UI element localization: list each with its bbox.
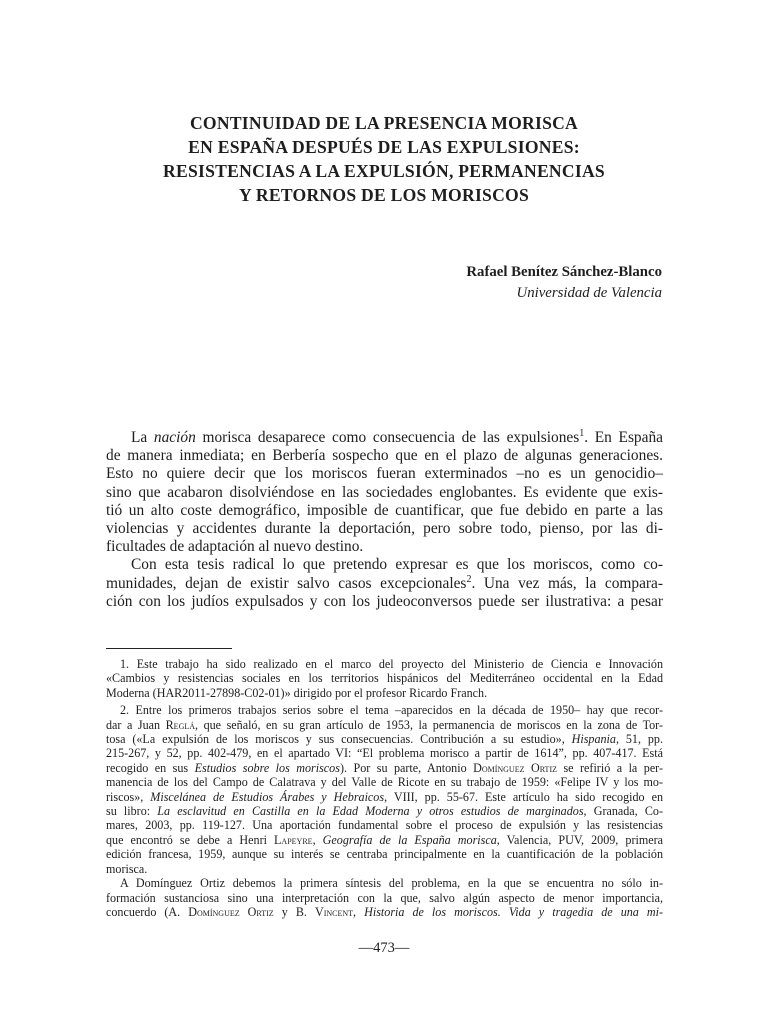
- footnote-line: manencia de los del Campo de Calatrava y del Valle de Ricote en su trabajo de 1959: «Felipe IV y los mo-: [106, 775, 663, 790]
- body-line: Esto no quiere decir que los moriscos fueran exterminados –no es un genocidio–: [106, 465, 663, 483]
- body-line: sino que acabaron disolviéndose en las sociedades englobantes. Es evidente que exis-: [106, 483, 663, 501]
- footnote-line: recogido en sus Estudios sobre los moriscos). Por su parte, Antonio Domínguez Ortiz se refirió a la per-: [106, 760, 663, 775]
- footnote-line: concuerdo (A. Domínguez Ortiz y B. Vincent, Historia de los moriscos. Vida y tragedia de una mi-: [106, 904, 663, 919]
- footnote-line: que encontró se debe a Henri Lapeyre, Geografía de la España morisca, Valencia, PUV, 2009, primera: [106, 832, 663, 847]
- title-line: RESISTENCIAS A LA EXPULSIÓN, PERMANENCIAS: [163, 161, 605, 181]
- author-name: Rafael Benítez Sánchez-Blanco: [466, 264, 662, 280]
- footnote-line: 2. Entre los primeros trabajos serios sobre el tema –aparecidos en la década de 1950– hay que recor-: [120, 703, 663, 718]
- footnote-ref: 1: [579, 429, 585, 439]
- footnote-line: «Cambios y resistencias sociales en los territorios hispánicos del Mediterráneo occidental en la Edad: [106, 671, 663, 686]
- body-line: munidades, dejan de existir salvo casos excepcionales$^2$. Una vez más, la compara-: [106, 574, 663, 592]
- footnote-line: 215-267, y 52, pp. 402-479, en el apartado VI: “El problema morisco a partir de 1614”, pp. 407-417. Está: [106, 746, 663, 761]
- footnote-line: riscos», Miscelánea de Estudios Árabes y Hebraicos, VIII, pp. 55-67. Este artículo ha sido recogido en: [106, 789, 663, 804]
- title-line: EN ESPAÑA DESPUÉS DE LAS EXPULSIONES:: [188, 137, 580, 157]
- footnote-line: edición francesa, 1959, aunque su interés se centraba principalmente en la cuantificación de la población: [106, 847, 663, 862]
- body-line: La nación morisca desaparece como consecuencia de las expulsiones$^1$. En España: [131, 429, 663, 446]
- footnote-line: su libro: La esclavitud en Castilla en la Edad Moderna y otros estudios de marginados, Granada, Co-: [106, 804, 663, 819]
- footnote-line: mares, 2003, pp. 119-127. Una aportación fundamental sobre el proceso de expulsión y las resistencias: [106, 818, 663, 833]
- emphasis: nación: [153, 429, 196, 446]
- footnotes: [106, 657, 663, 919]
- footnote-line: 1. Este trabajo ha sido realizado en el marco del proyecto del Ministerio de Ciencia e Innovación: [120, 657, 663, 671]
- body-line: tió un alto coste demográfico, imposible de cuantificar, que fue debido en parte a las: [106, 501, 663, 519]
- footnote-rule: [106, 648, 232, 649]
- footnote-line: morisca.: [106, 861, 148, 876]
- body-line: ficultades de adaptación al nuevo destino.: [106, 538, 364, 556]
- footnote-line: A Domínguez Ortiz debemos la primera síntesis del problema, en la que se encuentra no sólo in-: [120, 876, 663, 891]
- footnote-line: formación sustanciosa sino una interpretación con la que, salvo algún aspecto de menor importancia,: [106, 890, 663, 905]
- body-line: violencias y accidentes durante la deportación, pero sobre todo, pienso, por las di-: [106, 520, 663, 538]
- footnote-ref: 2: [466, 574, 472, 585]
- body-text: [106, 429, 663, 611]
- title-line: Y RETORNOS DE LOS MORISCOS: [238, 185, 530, 205]
- author-affiliation: Universidad de Valencia: [516, 285, 662, 301]
- author-block: [466, 262, 662, 304]
- body-line: de manera inmediata; en Berbería sospecho que en el plazo de algunas generaciones.: [106, 447, 663, 465]
- body-line: ción con los judíos expulsados y con los judeoconversos puede ser ilustrativa: a pesar: [106, 592, 663, 610]
- page-number: —473—: [358, 940, 410, 956]
- body-line: Con esta tesis radical lo que pretendo expresar es que los moriscos, como co-: [131, 556, 663, 574]
- footnote-line: dar a Juan Reglá, que señaló, en su gran artículo de 1953, la permanencia de moriscos en la zona de Tor-: [106, 717, 663, 732]
- footnote-line: tosa («La expulsión de los moriscos y sus consecuencias. Contribución a su estudio», Hispania, 51, pp.: [106, 732, 663, 747]
- footnote-line: Moderna (HAR2011-27898-C02-01)» dirigido por el profesor Ricardo Franch.: [106, 685, 488, 700]
- title-line: CONTINUIDAD DE LA PRESENCIA MORISCA: [189, 113, 579, 133]
- article-title: [100, 111, 668, 207]
